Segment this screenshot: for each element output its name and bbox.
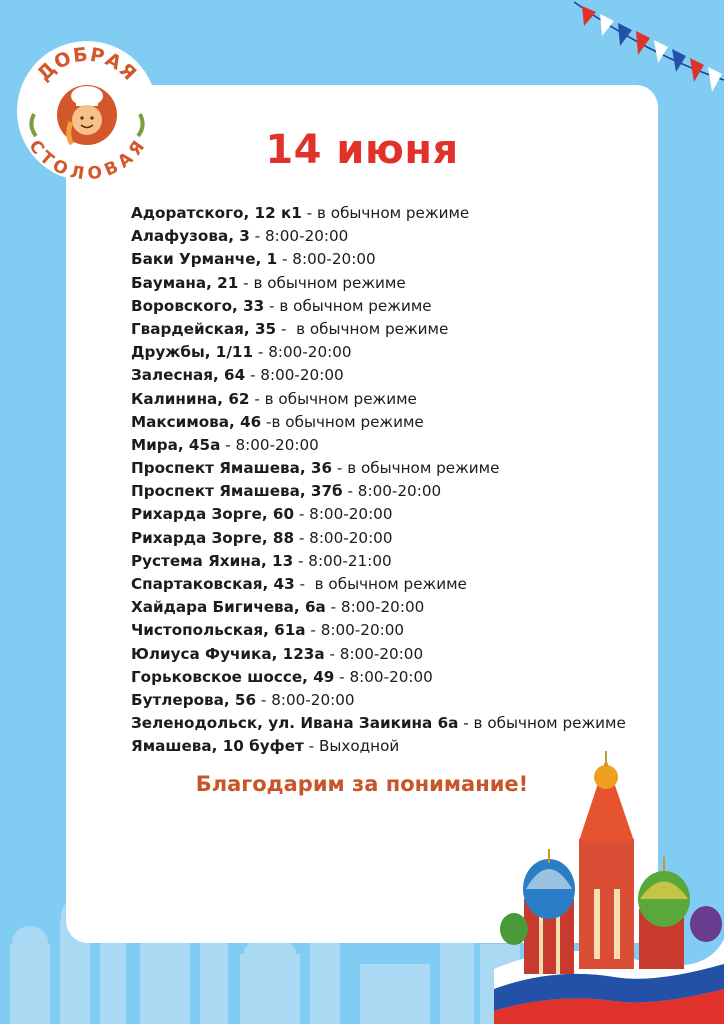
list-item [131,480,651,503]
list-item [131,272,651,295]
hours-label: 8:00-20:00 [235,435,319,454]
hours-label: в обычном режиме [264,389,417,408]
logo-text-top: ДОБРАЯ [33,43,142,86]
separator: - [238,273,254,292]
list-item [131,411,651,434]
separator: - [220,435,236,454]
hours-label: 8:00-20:00 [292,250,376,269]
address-label: Калинина, 62 [131,389,250,408]
separator: - [277,250,293,269]
list-item [131,364,651,387]
list-item [131,550,651,573]
address-label: Ямашева, 10 буфет [131,737,304,756]
hours-label: в обычном режиме [314,575,467,593]
address-label: Алафузова, 3 [131,227,250,246]
thanks-message: Благодарим за понимание! [195,772,529,796]
hours-label: в обычном режиме [473,714,626,733]
separator: - [301,204,317,222]
address-label: Юлиуса Фучика, 123а [131,644,325,663]
hours-label: 8:00-20:00 [264,227,349,246]
separator: - [303,737,319,756]
list-item [131,202,651,225]
hours-label: в обычном режиме [347,459,500,478]
hours-label: 8:00-20:00 [309,505,393,524]
list-item [131,225,651,248]
hours-label: в обычном режиме [253,273,406,292]
address-label: Бутлерова, 56 [131,690,257,709]
address-label: Залесная, 64 [131,366,246,385]
list-item [131,434,651,457]
logo-text-bottom: СТОЛОВАЯ [24,136,150,182]
address-label: Чистопольская, 61а [131,621,306,640]
hours-label: 8:00-20:00 [349,667,433,686]
list-item [131,619,651,642]
address-label: Хайдара Бигичева, 6а [131,598,326,617]
address-label: Рустема Яхина, 13 [131,551,294,570]
separator: - [256,690,272,709]
address-label: Воровского, 33 [131,296,265,315]
address-list [131,202,651,759]
list-item [131,457,651,480]
list-item [131,295,651,318]
separator: - [249,389,265,408]
list-item [131,596,651,619]
hours-label: в обычном режиме [317,204,470,222]
separator: - [294,505,310,524]
separator: - [264,296,280,315]
list-item [131,341,651,364]
separator: - [305,621,321,640]
address-label: Проспект Ямашева, 36 [131,459,333,478]
hours-label: в обычном режиме [279,296,432,315]
address-label: Гвардейская, 35 [131,319,277,338]
list-item [131,573,651,596]
address-label: Дружбы, 1/11 [131,343,254,362]
separator: - [334,667,350,686]
separator: - [294,575,315,593]
hours-label: 8:00-20:00 [309,528,393,547]
separator: - [293,551,309,570]
hours-label: 8:00-20:00 [340,598,425,617]
separator: - [253,343,269,362]
separator: - [342,482,358,501]
list-item [131,248,651,271]
separator: - [245,366,261,385]
list-item [131,666,651,689]
hours-label: 8:00-21:00 [308,551,392,570]
address-label: Баумана, 21 [131,273,239,292]
separator: - [458,714,474,733]
separator: - [249,227,265,246]
separator: - [294,528,310,547]
address-label: Максимова, 46 [131,412,262,431]
list-item [131,527,651,550]
hours-label: 8:00-20:00 [357,482,442,501]
address-label: Рихарда Зорге, 88 [131,528,295,547]
address-label: Баки Урманче, 1 [131,250,278,269]
address-label: Проспект Ямашева, 37б [131,482,343,501]
page-title: 14 июня [265,127,459,173]
hours-label: в обычном режиме [271,412,424,431]
hours-label: 8:00-20:00 [271,690,355,709]
list-item [131,503,651,526]
separator: - [332,459,348,478]
separator: - [324,644,340,663]
hours-label: 8:00-20:00 [339,644,424,663]
separator: - [325,598,341,617]
hours-label: 8:00-20:00 [268,343,352,362]
address-label: Мира, 45а [131,435,221,454]
list-item [131,689,651,712]
address-label: Спартаковская, 43 [131,575,295,593]
hours-label: Выходной [318,737,400,756]
address-label: Горьковское шоссе, 49 [131,667,335,686]
list-item [131,643,651,666]
hours-label: в обычном режиме [296,319,449,338]
cathedral-illustration [494,749,724,1024]
bunting-flags-icon [574,0,724,100]
address-label: Адоратского, 12 к1 [131,204,302,222]
separator: - [276,319,297,338]
address-label: Зеленодольск, ул. Ивана Заикина 6а [131,714,459,733]
separator: - [261,412,272,431]
list-item [131,318,651,341]
list-item [131,712,651,735]
hours-label: 8:00-20:00 [260,366,344,385]
hours-label: 8:00-20:00 [320,621,405,640]
list-item [131,388,651,411]
address-label: Рихарда Зорге, 60 [131,505,295,524]
